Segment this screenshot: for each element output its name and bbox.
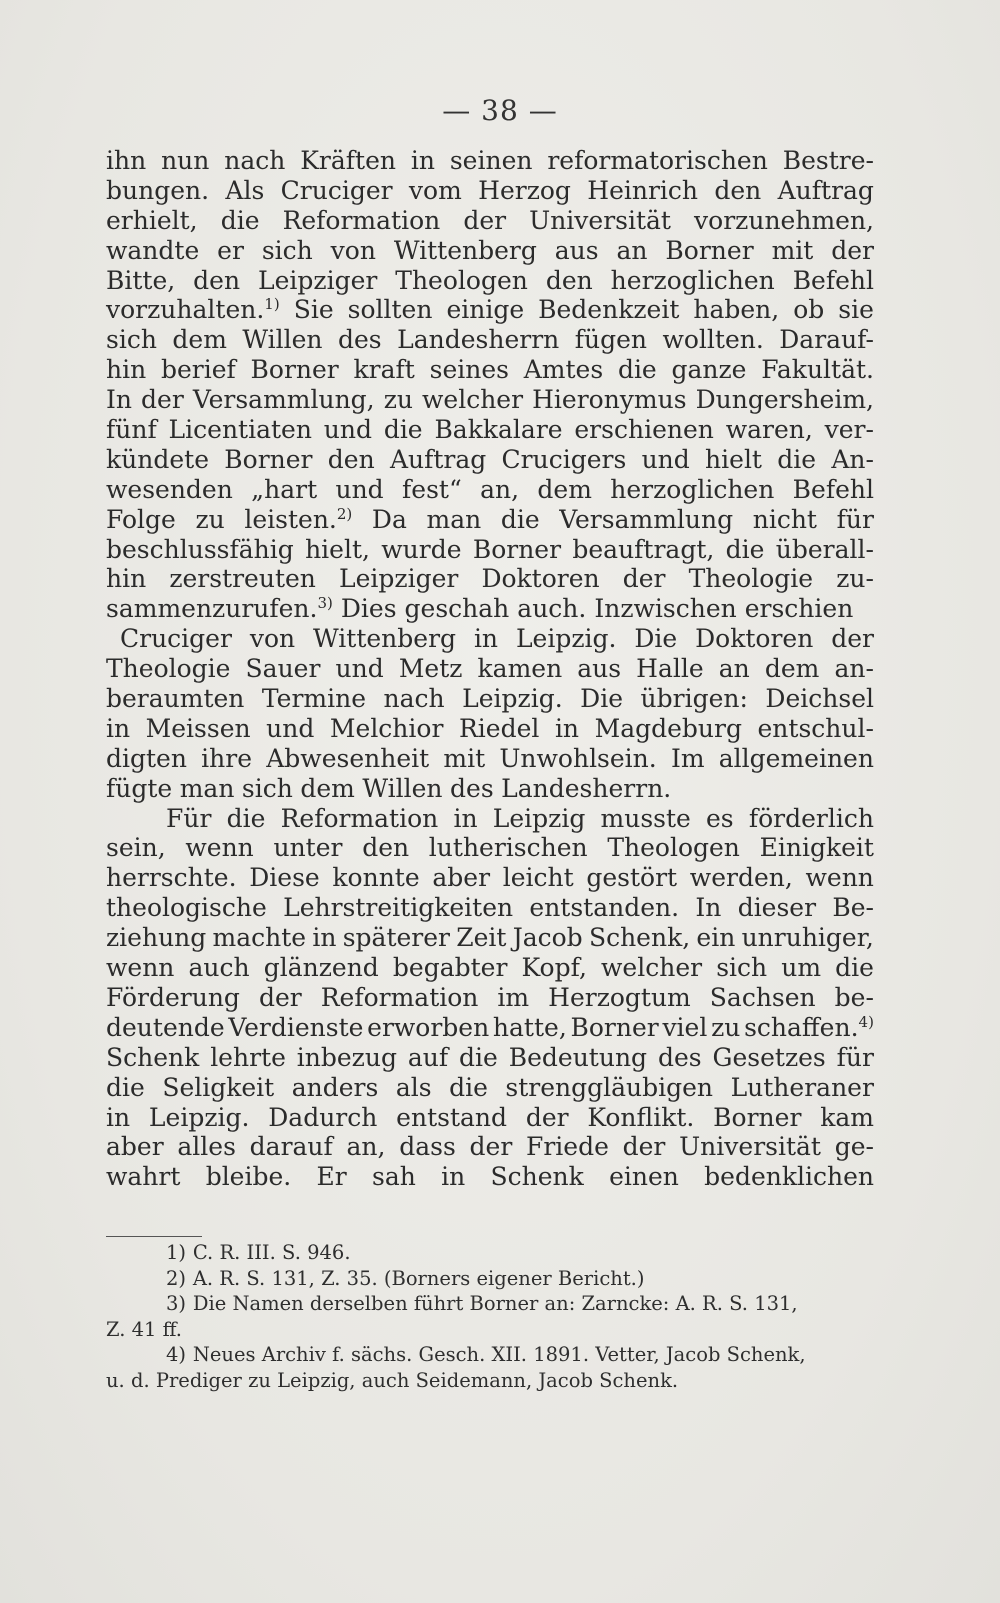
note-mark: 3) [317, 594, 333, 613]
note-mark: 4) [858, 1012, 874, 1031]
footnote-4 [106, 1342, 874, 1368]
text-line: in Leipzig. Dadurch entstand der Konflikt. Borner kam [106, 1102, 874, 1132]
text-line: aber alles darauf an, dass der Friede der Universität ge- [106, 1132, 874, 1162]
text-line: bungen. Als Cruciger vom Herzog Heinrich den Auftrag [106, 175, 874, 205]
text-line-with-note: deutende Verdienste erworben hatte, Borner viel zu schaffen.$^{4)}$ [106, 1012, 874, 1042]
footnote-text: Neues Archiv f. sächs. Gesch. XII. 1891. Vetter, Jacob Schenk, [192, 1343, 806, 1366]
text-line: kündete Borner den Auftrag Crucigers und hielt die An- [106, 444, 874, 474]
text-line: erhielt, die Reformation der Universität vorzunehmen, [106, 205, 874, 235]
text-line: ziehung machte in späterer Zeit Jacob Schenk, ein unruhiger, [106, 923, 874, 953]
note-mark: 2) [336, 504, 353, 523]
text-line: wesenden „hart und fest“ an, dem herzoglichen Befehl [106, 474, 874, 504]
text-line: beraumten Termine nach Leipzig. Die übrigen: Deichsel [106, 684, 874, 714]
text-line: Bitte, den Leipziger Theologen den herzoglichen Befehl [106, 265, 874, 295]
footnote-3 [106, 1291, 874, 1317]
text-line: Förderung der Reformation im Herzogtum Sachsen be- [106, 982, 874, 1012]
footnote-text: A. R. S. 131, Z. 35. (Borners eigener Bericht.) [192, 1266, 645, 1290]
text-line: digten ihre Abwesenheit mit Unwohlsein. Im allgemeinen [106, 743, 874, 773]
text-line: sein, wenn unter den lutherischen Theologen Einigkeit [106, 833, 874, 863]
text-line: fügte man sich dem Willen des Landesherrn. [106, 773, 672, 803]
text-line: sich dem Willen des Landesherrn fügen wollten. Darauf- [106, 325, 874, 355]
footnote-3-continued [106, 1317, 874, 1343]
footnote-text: u. d. Prediger zu Leipzig, auch Seidemann, Jacob Schenk. [106, 1368, 679, 1392]
text-line-with-note: Folge zu leisten.$^{2)}$ Da man die Versammlung nicht für [106, 504, 874, 534]
footnote-mark: 2) [166, 1266, 187, 1290]
text-line: Theologie Sauer und Metz kamen aus Halle an dem an- [106, 654, 874, 684]
footnote-4-continued [106, 1368, 874, 1394]
page-number: — 38 — [442, 94, 558, 127]
footnote-text: Z. 41 ff. [106, 1317, 182, 1341]
footnote-mark: 4) [166, 1343, 187, 1366]
footnote-2 [106, 1266, 874, 1292]
text-line: ihn nun nach Kräften in seinen reformatorischen Bestre- [106, 146, 874, 175]
footnote-rule [106, 1236, 202, 1237]
text-line: hin zerstreuten Leipziger Doktoren der Theologie zu- [106, 564, 874, 594]
text-line: wenn auch glänzend begabter Kopf, welcher sich um die [106, 953, 874, 983]
text-line: wahrt bleibe. Er sah in Schenk einen bedenklichen [106, 1162, 874, 1192]
text-line: wandte er sich von Wittenberg aus an Borner mit der [106, 235, 874, 265]
text-line: In der Versammlung, zu welcher Hieronymus Dungersheim, [106, 385, 874, 415]
footnotes [106, 1240, 874, 1393]
body-text [106, 146, 874, 1192]
footnote-1 [106, 1240, 874, 1266]
text-line: die Seligkeit anders als die strenggläubigen Lutheraner [106, 1072, 874, 1102]
text-line-with-note: sammenzurufen.$^{3)}$ Dies geschah auch. Inzwischen erschien [106, 594, 854, 624]
note-mark: 1) [264, 295, 280, 314]
text-line: Schenk lehrte inbezug auf die Bedeutung des Gesetzes für [106, 1042, 874, 1072]
text-line: beschlussfähig hielt, wurde Borner beauftragt, die überall- [106, 534, 874, 564]
footnote-text: Die Namen derselben führt Borner an: Zarncke: A. R. S. 131, [192, 1292, 798, 1315]
text-line: in Meissen und Melchior Riedel in Magdeburg entschul- [106, 713, 874, 743]
text-line: fünf Licentiaten und die Bakkalare erschienen waren, ver- [106, 415, 874, 445]
footnote-mark: 1) [166, 1241, 187, 1264]
footnote-mark: 3) [166, 1292, 187, 1315]
text-line: Cruciger von Wittenberg in Leipzig. Die Doktoren der [120, 624, 874, 654]
text-line-with-note: vorzuhalten.$^{1)}$ Sie sollten einige Bedenkzeit haben, ob sie [106, 295, 874, 325]
text-line: hin berief Borner kraft seines Amtes die ganze Fakultät. [106, 355, 874, 385]
paragraph-start-line: Für die Reformation in Leipzig musste es förderlich [166, 803, 874, 833]
text-line: theologische Lehrstreitigkeiten entstanden. In dieser Be- [106, 893, 874, 923]
text-line: herrschte. Diese konnte aber leicht gestört werden, wenn [106, 863, 874, 893]
footnote-text: C. R. III. S. 946. [192, 1241, 351, 1264]
